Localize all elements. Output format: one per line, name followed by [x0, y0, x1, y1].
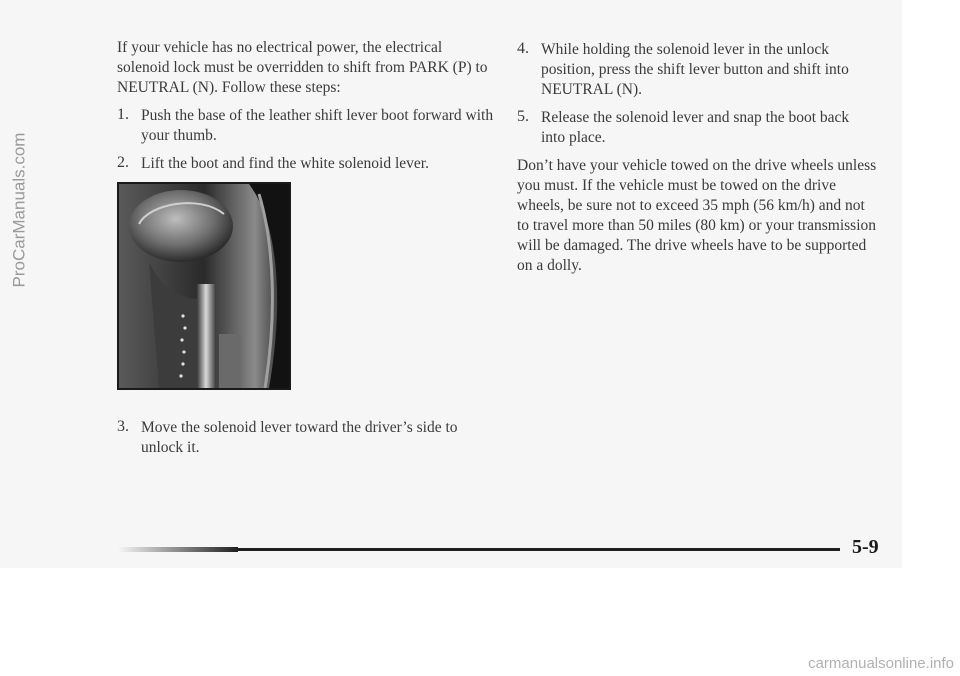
intro-paragraph: If your vehicle has no electrical power, the electrical solenoid lock must be overridden to shift from PARK (P) to NEUTRAL (N). Follow these steps:: [117, 39, 488, 96]
step-number: 3.: [117, 418, 129, 435]
step-3-block: [117, 418, 497, 466]
step-text: While holding the solenoid lever in the unlock position, press the shift lever button and shift into NEUTRAL (N).: [541, 41, 849, 98]
page-number: 5-9: [852, 536, 879, 558]
step-text: Release the solenoid lever and snap the boot back into place.: [541, 109, 850, 146]
right-column: [517, 40, 877, 276]
step-text: Push the base of the leather shift lever boot forward with your thumb.: [141, 107, 494, 144]
left-column: [117, 38, 497, 182]
step-5: [517, 108, 877, 148]
bottom-watermark: carmanualsonline.info: [808, 655, 954, 672]
side-watermark: [2, 30, 36, 390]
step-3: [117, 418, 497, 458]
side-watermark-text: ProCarManuals.com: [9, 132, 29, 288]
step-number: 1.: [117, 106, 129, 123]
step-text: Lift the boot and find the white solenoid lever.: [141, 155, 429, 172]
shift-lever-illustration: [119, 184, 289, 388]
step-1: [117, 106, 497, 146]
step-text: Move the solenoid lever toward the driver’s side to unlock it.: [141, 419, 458, 456]
step-2: [117, 154, 497, 174]
step-4: [517, 40, 877, 100]
shift-lever-shaft: [197, 284, 215, 388]
step-number: 2.: [117, 154, 129, 171]
shift-lever-photo: [117, 182, 291, 390]
footer-rule: [118, 548, 840, 551]
shift-knob: [129, 190, 233, 262]
towing-paragraph: Don’t have your vehicle towed on the drive wheels unless you must. If the vehicle must be towed on the drive wheels, be sure not to exceed 35 mph (56 km/h) and not to travel more than 50 miles (80 km) or your transmission will be damaged. The drive wheels have to be supported on a dolly.: [517, 157, 877, 274]
step-number: 5.: [517, 108, 529, 125]
step-number: 4.: [517, 40, 529, 57]
